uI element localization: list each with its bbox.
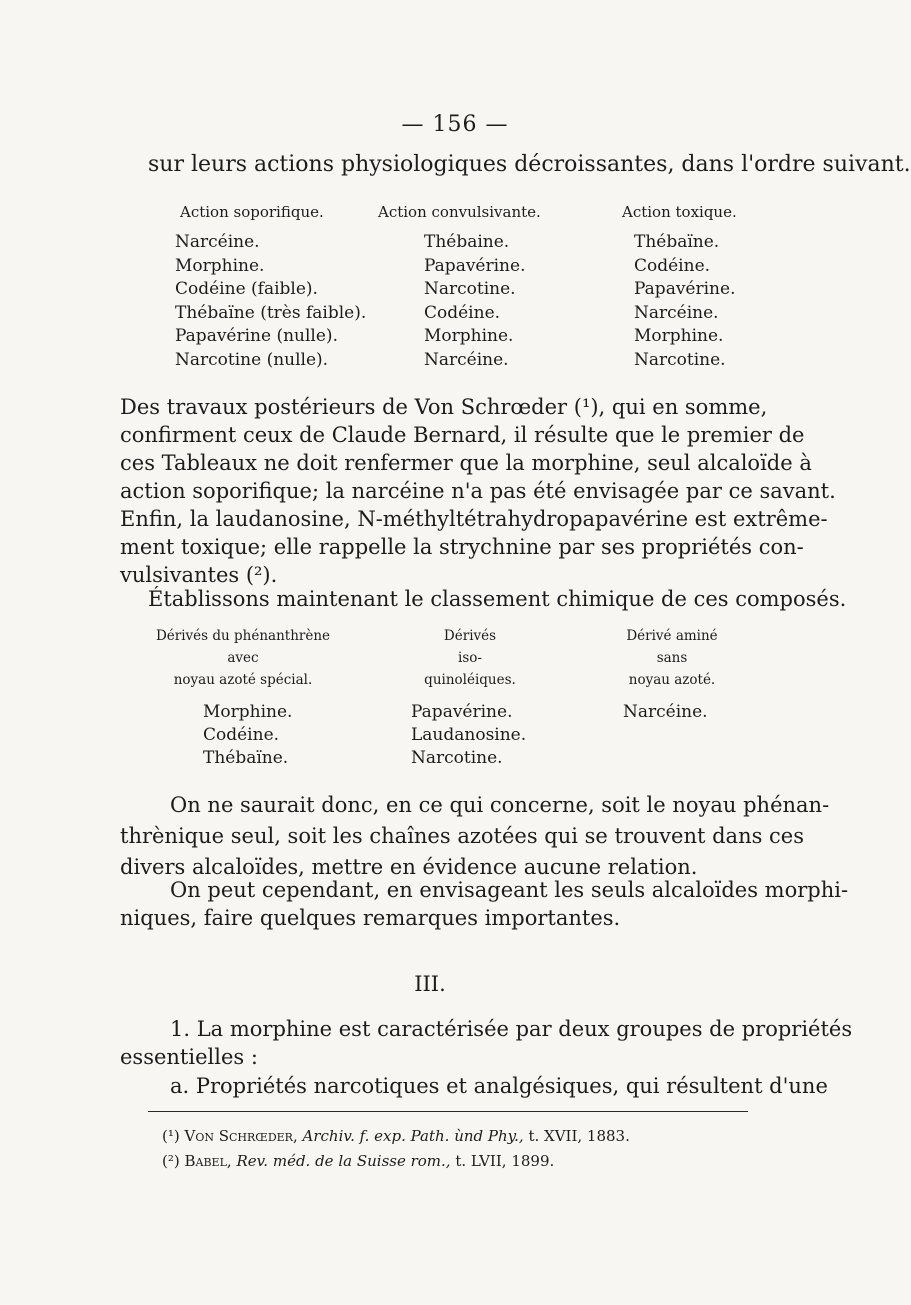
text-line: thrènique seul, soit les chaînes azotées qui se trouvent dans ces (120, 824, 805, 848)
footnote-ref: t. XVII, 1883. (528, 1127, 630, 1145)
footnote-journal: Archiv. f. exp. Path. ùnd Phy., (302, 1127, 524, 1145)
table1-header-toxic: Action toxique. (622, 203, 737, 221)
footnote-ref: t. LVII, 1899. (455, 1152, 555, 1170)
header-line: quinoléiques. (424, 672, 516, 688)
header-line: Dérivés du phénanthrène (155, 628, 331, 644)
text-line: niques, faire quelques remarques importantes. (120, 906, 621, 930)
table2-header-amine (612, 625, 732, 691)
text-line: essentielles : (120, 1045, 258, 1069)
table-cell: Papavérine. (411, 702, 513, 722)
intro-line: sur leurs actions physiologiques décroissantes, dans l'ordre suivant. (148, 152, 911, 177)
table-cell: Codéine. (203, 725, 280, 745)
footnote-mark: (²) (162, 1152, 180, 1170)
table2-header-phenanthrene (148, 625, 338, 691)
table-cell: Thébaine. (424, 232, 510, 252)
footnote-author: Babel, (184, 1152, 232, 1170)
table-cell: Narcotine. (634, 349, 726, 370)
footnote-rule (148, 1111, 748, 1112)
page-number: — 156 — (401, 112, 509, 137)
table-cell: Codéine (faible). (175, 279, 318, 299)
table-cell: Morphine. (203, 702, 293, 722)
table-cell: Laudanosine. (411, 725, 527, 745)
header-line: noyau azoté. (628, 672, 716, 688)
text-line: On ne saurait donc, en ce qui concerne, soit le noyau phénan- (170, 793, 830, 817)
text-line: divers alcaloïdes, mettre en évidence aucune relation. (120, 855, 698, 879)
header-line: Dérivé aminé (626, 628, 718, 644)
table-cell: Narcéine. (424, 349, 509, 370)
table1-header-soporific: Action soporifique. (180, 203, 324, 221)
table2-header-isoquinoline (400, 625, 540, 691)
table-cell: Thébaïne. (634, 232, 720, 252)
text-line: vulsivantes (²). (120, 563, 278, 587)
table-cell: Morphine. (634, 326, 724, 346)
table-cell: Papavérine (nulle). (175, 326, 338, 346)
footnote-2 (162, 1152, 554, 1170)
table-cell: Narcéine. (623, 702, 708, 722)
table-cell: Thébaïne. (203, 748, 289, 768)
header-line: noyau azoté spécial. (173, 672, 313, 688)
paragraph-narcotic (120, 1072, 828, 1100)
table-cell: Thébaïne (très faible). (175, 302, 367, 323)
paragraph-morphine-properties (120, 1015, 853, 1071)
text-line: action soporifique; la narcéine n'a pas été envisagée par ce savant. (120, 479, 836, 503)
table-cell: Papavérine. (634, 279, 736, 299)
text-line: a. Propriétés narcotiques et analgésiques, qui résultent d'une (170, 1074, 828, 1098)
text-line: 1. La morphine est caractérisée par deux groupes de propriétés (170, 1017, 853, 1041)
header-line: sans (656, 650, 688, 666)
text-line: On peut cependant, en envisageant les seuls alcaloïdes morphi- (170, 878, 849, 902)
table-cell: Codéine. (424, 302, 501, 323)
table-cell: Morphine. (424, 326, 514, 346)
table-cell: Narcotine. (411, 748, 503, 768)
table-cell: Codéine. (634, 255, 711, 276)
text-line: ces Tableaux ne doit renfermer que la morphine, seul alcaloïde à (120, 451, 812, 475)
footnote-mark: (¹) (162, 1127, 180, 1145)
table-cell: Narcéine. (634, 302, 719, 323)
text-line: Des travaux postérieurs de Von Schrœder (¹), qui en somme, (120, 395, 768, 419)
header-line: avec (227, 650, 259, 666)
paragraph-classification (148, 585, 847, 613)
paragraph-morphinic (120, 876, 849, 932)
text-line: Enfin, la laudanosine, N-méthyltétrahydropapavérine est extrême- (120, 507, 828, 531)
table-cell: Papavérine. (424, 255, 526, 276)
paragraph-schroeder (120, 393, 836, 589)
section-heading: III. (414, 972, 446, 996)
table1-header-convulsive: Action convulsivante. (378, 203, 541, 221)
table-cell: Narcotine. (424, 279, 516, 299)
header-line: Dérivés (443, 628, 497, 644)
text-line: Établissons maintenant le classement chimique de ces composés. (148, 587, 847, 611)
table-cell: Morphine. (175, 255, 265, 276)
table-cell: Narcotine (nulle). (175, 349, 329, 370)
paragraph-no-relation (120, 790, 830, 883)
footnote-1 (162, 1127, 630, 1145)
footnote-author: Von Schrœder, (184, 1127, 298, 1145)
table-cell: Narcéine. (175, 232, 260, 252)
text-line: ment toxique; elle rappelle la strychnine par ses propriétés con- (120, 535, 804, 559)
text-line: confirment ceux de Claude Bernard, il résulte que le premier de (120, 423, 805, 447)
header-line: iso- (458, 650, 482, 666)
footnote-journal: Rev. méd. de la Suisse rom., (236, 1152, 451, 1170)
